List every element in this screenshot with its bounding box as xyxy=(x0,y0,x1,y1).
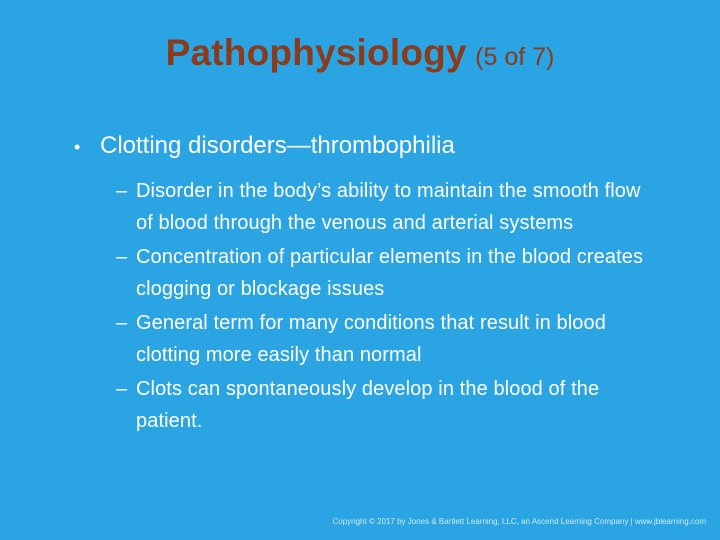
bullet-dot-icon: • xyxy=(74,137,81,157)
sub-bullet-text: Clots can spontaneously develop in the blood of the patient. xyxy=(136,378,600,432)
sub-bullet-2 xyxy=(116,241,694,305)
slide-title-suffix: (5 of 7) xyxy=(475,43,555,71)
slide-title-main: Pathophysiology xyxy=(165,32,467,73)
sub-bullet-3 xyxy=(116,307,694,371)
dash-icon: – xyxy=(116,180,128,202)
slide-content xyxy=(74,130,694,439)
sub-bullet-1 xyxy=(116,175,694,239)
dash-icon: – xyxy=(116,378,128,400)
main-bullet xyxy=(74,130,694,163)
main-bullet-text: Clotting disorders—thrombophilia xyxy=(100,132,455,159)
sub-bullet-4 xyxy=(116,373,694,437)
copyright-footer: Copyright © 2017 by Jones & Bartlett Learning, LLC, an Ascend Learning Company | www.jblearning.com xyxy=(332,517,706,526)
sub-bullet-text: General term for many conditions that result in blood clotting more easily than normal xyxy=(136,312,606,366)
sub-bullet-text: Concentration of particular elements in the blood creates clogging or blockage issues xyxy=(136,246,644,300)
slide-title xyxy=(0,32,720,74)
dash-icon: – xyxy=(116,246,128,268)
sub-bullet-text: Disorder in the body’s ability to maintain the smooth flow of blood through the venous and arterial systems xyxy=(136,180,641,234)
dash-icon: – xyxy=(116,312,128,334)
sub-bullet-list xyxy=(116,175,694,437)
